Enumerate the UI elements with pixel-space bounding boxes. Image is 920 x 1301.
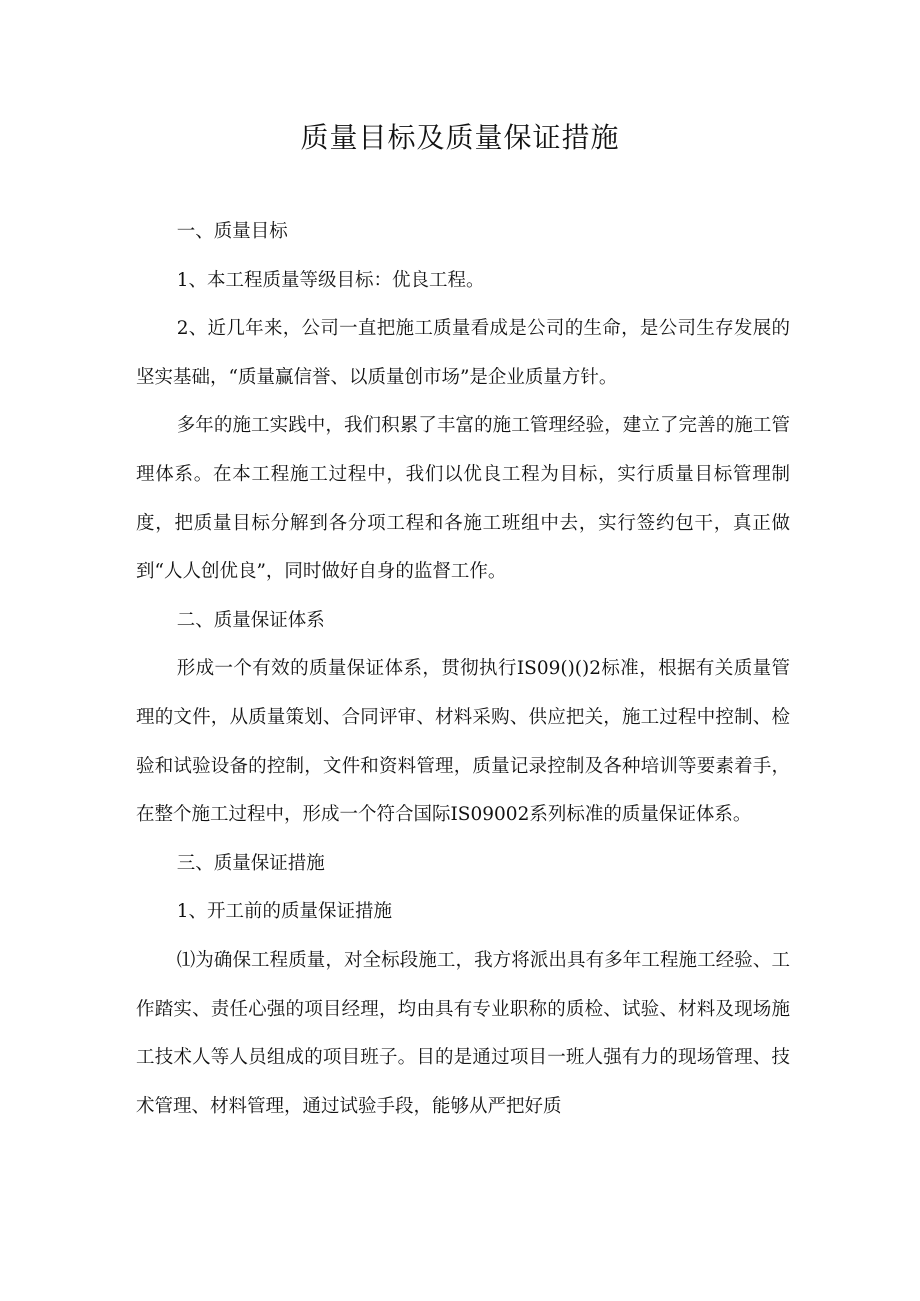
- heading-quality-assurance-measures: 三、质量保证措施: [176, 852, 325, 874]
- paragraph-project-team: ⑴为确保工程质量，对全标段施工，我方将派出具有多年工程施工经验、工作踏实、责任心强的项目经理，均由具有专业职称的质检、试验、材料及现场施工技术人等人员组成的项目班子。目的是通过项目一班人强有力的现场管理、技术管理、材料管理，通过试验手段，能够从严把好质: [136, 949, 790, 1117]
- document-body: [136, 208, 790, 1131]
- paragraph-iso-system: 形成一个有效的质量保证体系，贯彻执行IS09()()2标准，根据有关质量管理的文件，从质量策划、合同评审、材料采购、供应把关，施工过程中控制、检验和试验设备的控制，文件和资料管理，质量记录控制及各种培训等要素着手，在整个施工过程中，形成一个符合国际IS09002系列标准的质量保证体系。: [136, 658, 790, 826]
- document-title: 质量目标及质量保证措施: [300, 121, 620, 154]
- paragraph-company-policy: 2、近几年来，公司一直把施工质量看成是公司的生命，是公司生存发展的坚实基础，“质量赢信誉、以质量创市场”是企业质量方针。: [136, 318, 790, 388]
- heading-quality-assurance-system: 二、质量保证体系: [176, 609, 325, 631]
- heading-quality-target: 一、质量目标: [176, 221, 288, 242]
- subheading-pre-construction-measures: 1、开工前的质量保证措施: [176, 901, 392, 923]
- paragraph-target-grade: 1、本工程质量等级目标：优良工程。: [176, 269, 485, 291]
- paragraph-management-experience: 多年的施工实践中，我们积累了丰富的施工管理经验，建立了完善的施工管理体系。在本工程施工过程中，我们以优良工程为目标，实行质量目标管理制度，把质量目标分解到各分项工程和各施工班组中去，实行签约包干，真正做到“人人创优良”，同时做好自身的监督工作。: [136, 415, 790, 583]
